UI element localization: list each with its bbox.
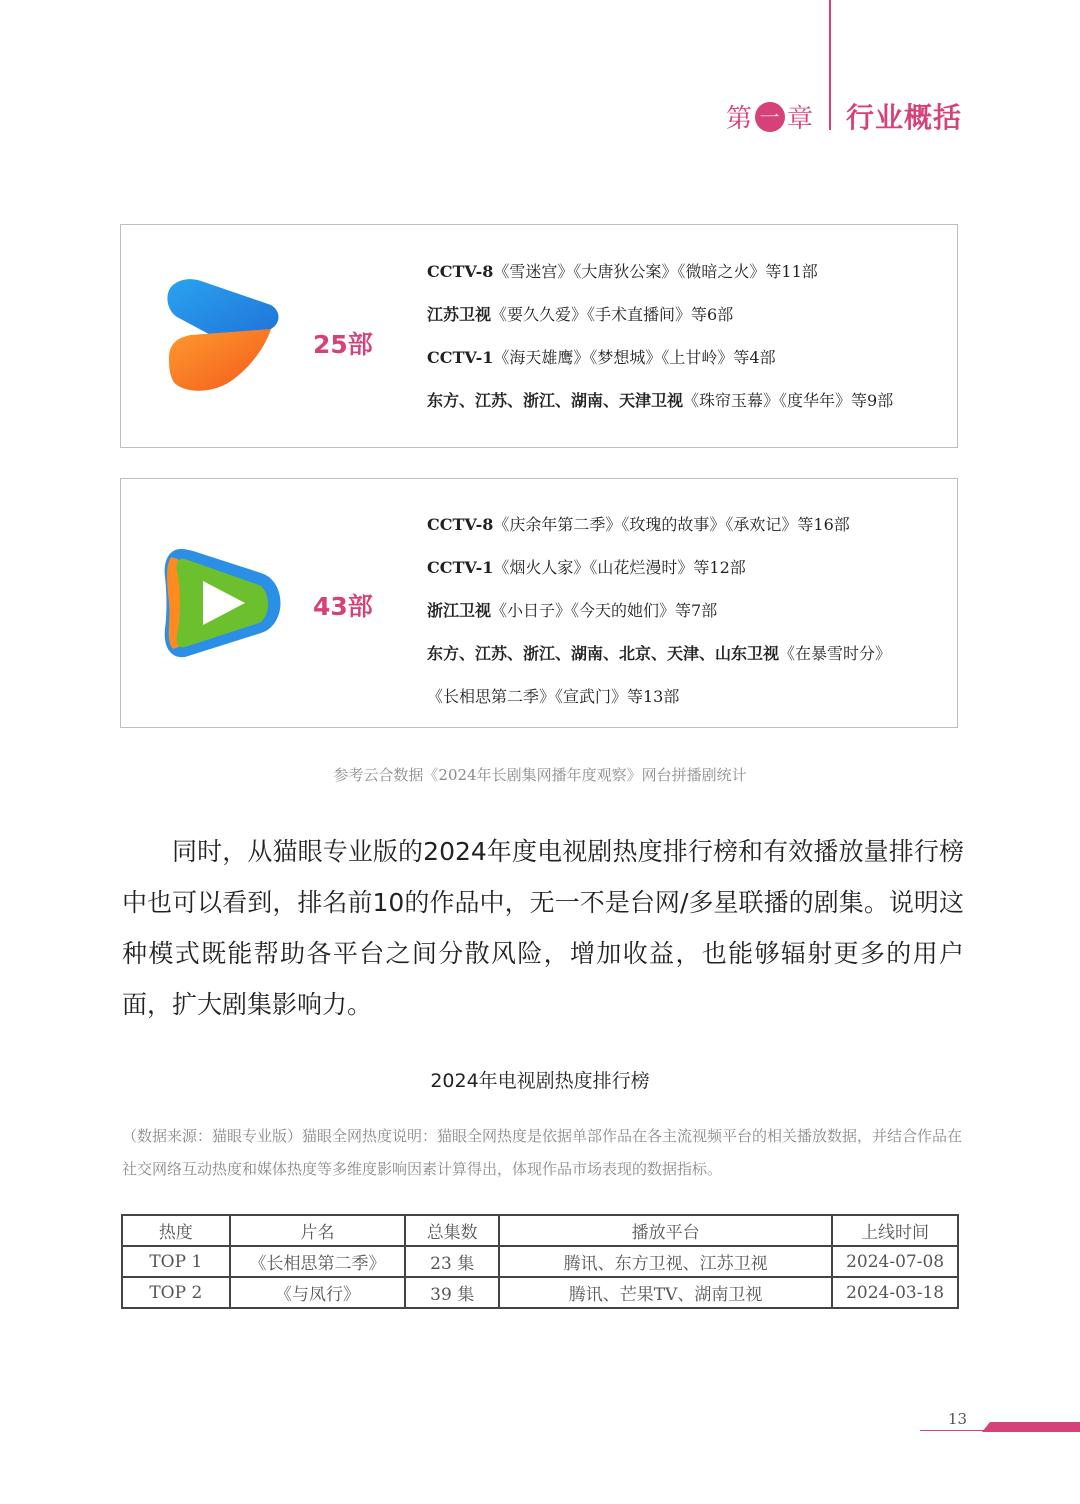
- platform-lines: [427, 250, 893, 422]
- table-cell: 39 集: [405, 1277, 499, 1308]
- table-cell: 腾讯、芒果TV、湖南卫视: [499, 1277, 832, 1308]
- channel-name: 浙江卫视: [427, 601, 492, 620]
- list-item: [427, 675, 891, 718]
- chapter-number-badge: 一: [755, 102, 785, 132]
- table-cell: 23 集: [405, 1246, 499, 1277]
- drama-list: 《长相思第二季》《宣武门》等13部: [427, 687, 680, 706]
- page-footer-bar: [982, 1422, 1080, 1432]
- drama-list: 《海天雄鹰》《梦想城》《上甘岭》等4部: [493, 348, 776, 367]
- drama-list: 《珠帘玉幕》《度华年》等9部: [683, 391, 894, 410]
- drama-list: 《小日子》《今天的她们》等7部: [491, 601, 718, 620]
- list-item: [427, 250, 893, 293]
- chapter-prefix: 第: [726, 104, 754, 134]
- figure-caption: 参考云合数据《2024年长剧集网播年度观察》网台拼播剧统计: [333, 766, 747, 784]
- list-item: [427, 632, 891, 675]
- drama-list: 《雪迷宫》《大唐狄公案》《微暗之火》等11部: [493, 262, 818, 281]
- table-cell: TOP 2: [122, 1277, 230, 1308]
- chapter-suffix: 章: [787, 104, 815, 134]
- platform-box-youku: [120, 224, 958, 448]
- platform-lines: [427, 503, 891, 718]
- column-header: 上线时间: [832, 1215, 958, 1246]
- list-item: [427, 503, 891, 546]
- header-divider-line: [829, 0, 831, 130]
- drama-list: 《烟火人家》《山花烂漫时》等12部: [493, 558, 746, 577]
- table-header-row: [122, 1215, 958, 1246]
- ranking-table: [121, 1214, 959, 1309]
- table-source-note: （数据来源：猫眼专业版）猫眼全网热度说明：猫眼全网热度是依据单部作品在各主流视频平台的相关播放数据，并结合作品在社交网络互动热度和媒体热度等多维度影响因素计算得出，体现作品市场表现的数据指标。: [122, 1127, 963, 1178]
- list-item: [427, 589, 891, 632]
- platform-box-tencent: [120, 478, 958, 728]
- youku-logo-icon: [161, 277, 281, 395]
- table-row: [122, 1246, 958, 1277]
- column-header: 片名: [230, 1215, 406, 1246]
- table-title: 2024年电视剧热度排行榜: [430, 1070, 650, 1092]
- table-cell: 《长相思第二季》: [230, 1246, 406, 1277]
- paragraph-text: 同时，从猫眼专业版的2024年度电视剧热度排行榜和有效播放量排行榜中也可以看到，排名前10的作品中，无一不是台网/多星联播的剧集。说明这种模式既能帮助各平台之间分散风险，增加收益，也能够辐射更多的用户面，扩大剧集影响力。: [122, 837, 964, 1019]
- table-cell: 2024-03-18: [832, 1277, 958, 1308]
- list-item: [427, 546, 891, 589]
- channel-name: CCTV-1: [427, 348, 494, 367]
- channel-name: CCTV-1: [427, 558, 494, 577]
- body-paragraph: [122, 826, 964, 1030]
- channel-name: CCTV-8: [427, 262, 494, 281]
- drama-list: 《在暴雪时分》: [779, 644, 892, 663]
- channel-name: 东方、江苏、浙江、湖南、天津卫视: [427, 391, 684, 410]
- section-title: 行业概括: [846, 101, 963, 134]
- table-cell: 腾讯、东方卫视、江苏卫视: [499, 1246, 832, 1277]
- column-header: 热度: [122, 1215, 230, 1246]
- channel-name: 江苏卫视: [427, 305, 492, 324]
- column-header: 播放平台: [499, 1215, 832, 1246]
- table-cell: 2024-07-08: [832, 1246, 958, 1277]
- list-item: [427, 293, 893, 336]
- list-item: [427, 379, 893, 422]
- platform-count: 43部: [313, 592, 373, 621]
- table-row: [122, 1277, 958, 1308]
- channel-name: CCTV-8: [427, 515, 494, 534]
- table-cell: 《与凤行》: [230, 1277, 406, 1308]
- drama-list: 《庆余年第二季》《玫瑰的故事》《承欢记》等16部: [493, 515, 850, 534]
- column-header: 总集数: [405, 1215, 499, 1246]
- tencent-video-logo-icon: [161, 543, 297, 663]
- chapter-label: [726, 98, 814, 135]
- page-number: 13: [948, 1410, 968, 1428]
- list-item: [427, 336, 893, 379]
- channel-name: 东方、江苏、浙江、湖南、北京、天津、山东卫视: [427, 644, 780, 663]
- drama-list: 《要久久爱》《手术直播间》等6部: [491, 305, 734, 324]
- table-cell: TOP 1: [122, 1246, 230, 1277]
- platform-count: 25部: [313, 330, 373, 359]
